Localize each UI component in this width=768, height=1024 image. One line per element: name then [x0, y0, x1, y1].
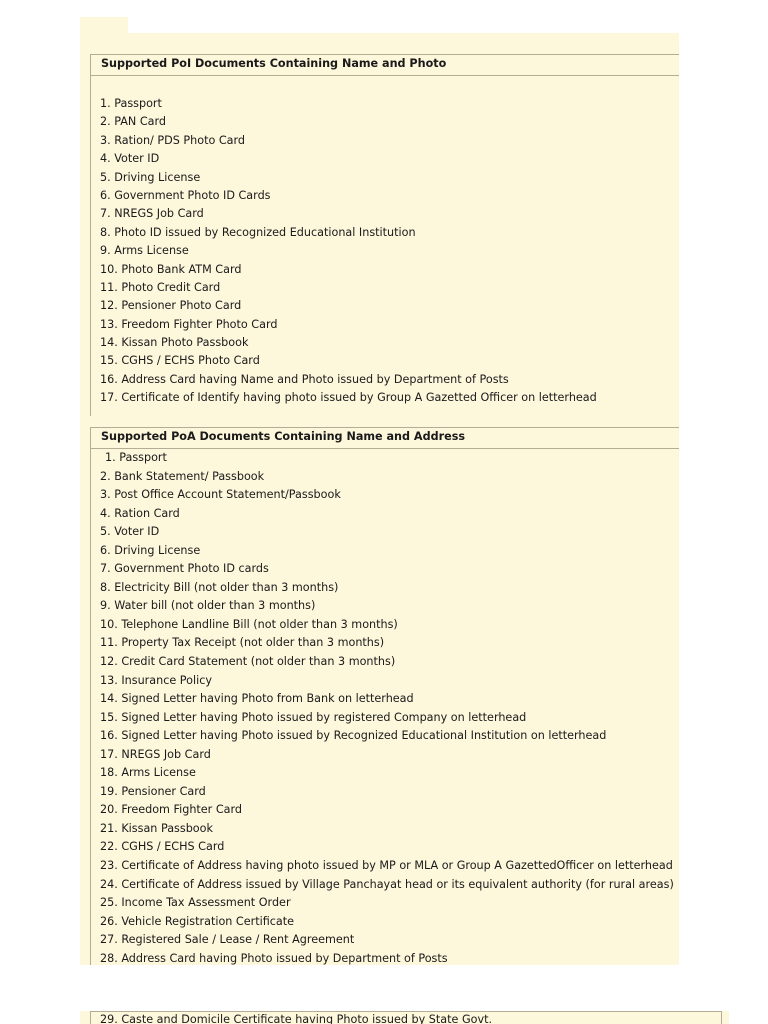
- list-item: 17. NREGS Job Card: [100, 747, 211, 761]
- list-item: 6. Government Photo ID Cards: [100, 188, 271, 202]
- list-item: 10. Telephone Landline Bill (not older than 3 months): [100, 617, 398, 631]
- list-item: 15. Signed Letter having Photo issued by registered Company on letterhead: [100, 710, 527, 724]
- list-item: 8. Electricity Bill (not older than 3 months): [100, 580, 339, 594]
- list-item: 16. Signed Letter having Photo issued by Recognized Educational Institution on letterhead: [100, 729, 607, 743]
- document-panel: [80, 33, 679, 965]
- continuation-panel: [80, 1011, 729, 1024]
- list-item: 26. Vehicle Registration Certificate: [100, 914, 295, 928]
- list-item: 29. Caste and Domicile Certificate having Photo issued by State Govt.: [100, 1013, 493, 1024]
- list-item: 17. Certificate of Identify having photo issued by Group A Gazetted Officer on letterhead: [100, 391, 597, 405]
- list-item: 1. Passport: [105, 451, 167, 464]
- list-item: 9. Water bill (not older than 3 months): [100, 599, 316, 613]
- list-item: 11. Property Tax Receipt (not older than 3 months): [100, 636, 385, 650]
- list-item: 9. Arms License: [100, 244, 189, 258]
- page-tab: [80, 17, 128, 34]
- list-item: 5. Voter ID: [100, 525, 160, 539]
- poa-list: [91, 449, 679, 965]
- poi-section: [90, 54, 679, 416]
- poa-section: [90, 427, 679, 965]
- list-item: 7. NREGS Job Card: [100, 207, 204, 221]
- list-item: 21. Kissan Passbook: [100, 821, 213, 835]
- list-item: 16. Address Card having Name and Photo issued by Department of Posts: [100, 372, 509, 386]
- list-item: 6. Driving License: [100, 543, 201, 557]
- list-item: 4. Ration Card: [100, 506, 180, 520]
- list-item: 3. Post Office Account Statement/Passbook: [100, 488, 341, 502]
- poi-list: [91, 76, 679, 408]
- list-item: 10. Photo Bank ATM Card: [100, 262, 242, 276]
- list-item: 11. Photo Credit Card: [100, 280, 221, 294]
- list-item: 23. Certificate of Address having photo issued by MP or MLA or Group A GazettedOfficer on letterhead: [100, 859, 673, 873]
- list-item: 13. Freedom Fighter Photo Card: [100, 317, 278, 331]
- list-item: 13. Insurance Policy: [100, 673, 212, 687]
- list-item: 1. Passport: [100, 97, 162, 110]
- list-item: 20. Freedom Fighter Card: [100, 803, 243, 817]
- list-item: 8. Photo ID issued by Recognized Educational Institution: [100, 225, 416, 239]
- list-item: 2. PAN Card: [100, 115, 167, 129]
- list-item: 14. Kissan Photo Passbook: [100, 336, 249, 350]
- list-item: 12. Pensioner Photo Card: [100, 299, 242, 313]
- list-item: 12. Credit Card Statement (not older than 3 months): [100, 655, 396, 669]
- poa-section-title: Supported PoA Documents Containing Name and Address: [91, 428, 679, 449]
- list-item: 3. Ration/ PDS Photo Card: [100, 133, 246, 147]
- list-item: 5. Driving License: [100, 170, 201, 184]
- list-item: 22. CGHS / ECHS Card: [100, 840, 225, 854]
- list-item: 15. CGHS / ECHS Photo Card: [100, 354, 260, 368]
- list-item: 24. Certificate of Address issued by Village Panchayat head or its equivalent authority (for rural areas): [100, 877, 674, 891]
- list-item: 18. Arms License: [100, 766, 196, 780]
- list-item: 27. Registered Sale / Lease / Rent Agreement: [100, 933, 355, 947]
- list-item: 2. Bank Statement/ Passbook: [100, 469, 265, 483]
- list-item: 19. Pensioner Card: [100, 784, 206, 798]
- list-item: 7. Government Photo ID cards: [100, 562, 269, 576]
- continuation-section: [90, 1011, 722, 1024]
- poi-section-title: Supported PoI Documents Containing Name and Photo: [91, 55, 679, 76]
- list-item: 25. Income Tax Assessment Order: [100, 896, 291, 910]
- list-item: 4. Voter ID: [100, 152, 160, 166]
- list-item: 14. Signed Letter having Photo from Bank on letterhead: [100, 692, 414, 706]
- list-item: 28. Address Card having Photo issued by Department of Posts: [100, 951, 448, 965]
